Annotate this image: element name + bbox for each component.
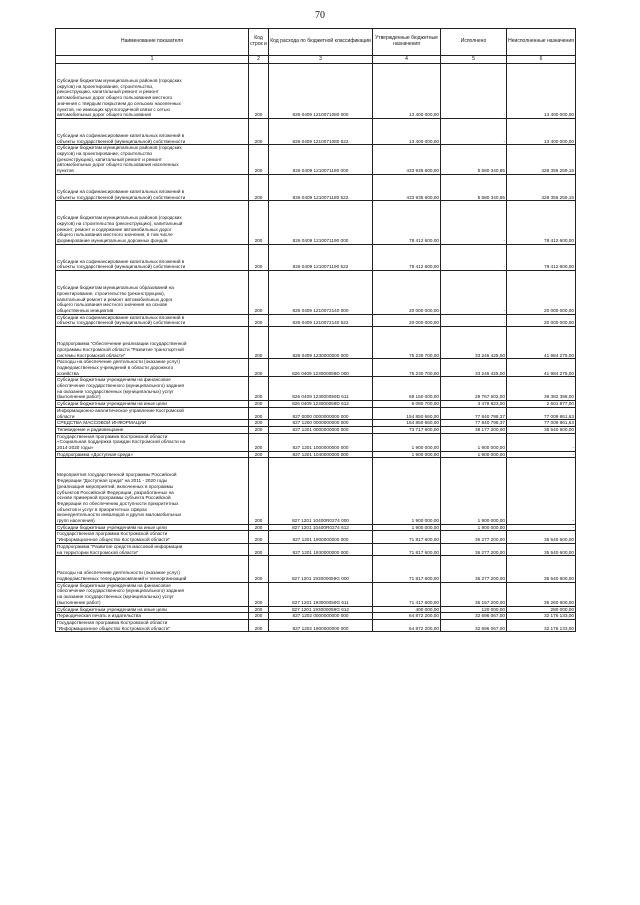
table-row [56,451,576,458]
page-number: 70 [315,10,325,21]
executed-amount-cell: 36 277 200,00 [441,531,507,543]
budget-code-cell: 826 0409 1210071080 522 [269,118,373,144]
table-row [56,458,576,524]
approved-amount-cell: 73 717 600,00 [373,426,441,433]
approved-amount-cell: 154 850 660,00 [373,420,441,427]
budget-code-cell: 826 0409 123000059D 611 [269,377,373,401]
approved-amount-cell: 78 412 600,00 [373,244,441,270]
table-row [56,64,576,119]
executed-amount-cell: 33 246 425,00 [441,327,507,359]
header-line-code: Код строк и [249,29,269,56]
unexecuted-amount-cell: - [507,433,576,451]
line-code-cell: 200 [249,118,269,144]
column-number: 6 [507,56,576,64]
executed-amount-cell: 36 277 200,00 [441,556,507,582]
column-number: 2 [249,56,269,64]
executed-amount-cell: 77 840 798,37 [441,420,507,427]
approved-amount-cell: 75 230 700,00 [373,359,441,377]
column-number: 5 [441,56,507,64]
unexecuted-amount-cell: 20 000 000,00 [507,271,576,315]
line-code-cell: 200 [249,556,269,582]
executed-amount-cell: 1 900 000,00 [441,451,507,458]
approved-amount-cell: 71 817 600,00 [373,556,441,582]
table-row [56,420,576,427]
indicator-name-cell: Подпрограмма "Развитие средств массовой информации на территории Костромской области" [56,543,249,555]
unexecuted-amount-cell: - [507,451,576,458]
unexecuted-amount-cell: - [507,524,576,531]
budget-code-cell: 827 1201 0000000000 000 [269,426,373,433]
approved-amount-cell: 154 850 660,00 [373,407,441,419]
budget-code-cell: 827 1202 1900000000 000 [269,619,373,631]
indicator-name-cell: СРЕДСТВА МАССОВОЙ ИНФОРМАЦИИ [56,420,249,427]
approved-amount-cell: 71 817 600,00 [373,543,441,555]
line-code-cell: 200 [249,314,269,326]
unexecuted-amount-cell: - [507,458,576,524]
approved-amount-cell: 13 400 000,00 [373,118,441,144]
unexecuted-amount-cell: 428 355 259,15 [507,174,576,200]
table-row [56,327,576,359]
indicator-name-cell: Субсидии бюджетным учреждениям на иные цели [56,524,249,531]
line-code-cell: 200 [249,271,269,315]
budget-code-cell: 827 1201 193000059G 611 [269,582,373,606]
indicator-name-cell: Субсидии бюджетным учреждениям на финансовое обеспечение государственного (муниципального) задания на оказание государственных (муниципальных) услуг (выполнение работ) [56,377,249,401]
indicator-name-cell: Субсидии на софинансирование капитальных вложений в объекты государственной (муниципальной) собственности [56,174,249,200]
line-code-cell: 200 [249,407,269,419]
header-row [56,29,576,56]
line-code-cell: 200 [249,458,269,524]
budget-code-cell: 827 1201 1900000000 000 [269,531,373,543]
budget-code-cell: 826 0409 1210071180 000 [269,145,373,175]
indicator-name-cell: Субсидии на софинансирование капитальных вложений в объекты государственной (муниципальной) собственности [56,244,249,270]
table-row [56,531,576,543]
unexecuted-amount-cell: 78 412 600,00 [507,244,576,270]
approved-amount-cell: 20 000 000,00 [373,314,441,326]
unexecuted-amount-cell: 41 984 275,00 [507,359,576,377]
table-row [56,524,576,531]
table-row [56,582,576,606]
executed-amount-cell: 32 696 067,00 [441,613,507,620]
approved-amount-cell: 1 900 000,00 [373,451,441,458]
unexecuted-amount-cell: 39 382 398,00 [507,377,576,401]
unexecuted-amount-cell: 41 984 275,00 [507,327,576,359]
line-code-cell: 200 [249,145,269,175]
indicator-name-cell: Подпрограмма "Обеспечение реализации государственной программы Костромской области "Развитие транспортной системы Костромской области" [56,327,249,359]
column-number-row [56,56,576,64]
budget-code-cell: 827 1201 1930000000 000 [269,543,373,555]
indicator-name-cell: Расходы на обеспечение деятельности (оказание услуг) подведомственных телерадиокомпаний и телеорганизаций [56,556,249,582]
executed-amount-cell: - [441,314,507,326]
budget-code-cell: 827 1200 0000000000 000 [269,420,373,427]
executed-amount-cell: 1 900 000,00 [441,524,507,531]
table-row [56,613,576,620]
approved-amount-cell: 433 935 600,00 [373,174,441,200]
line-code-cell: 200 [249,420,269,427]
header-approved: Утвержденные бюджетные назначения [373,29,441,56]
budget-code-cell: 826 0409 1210072140 000 [269,271,373,315]
executed-amount-cell: 5 580 340,85 [441,174,507,200]
executed-amount-cell: 1 900 000,00 [441,458,507,524]
table-row [56,314,576,326]
executed-amount-cell: 33 246 425,00 [441,359,507,377]
unexecuted-amount-cell: 35 540 600,00 [507,426,576,433]
approved-amount-cell: 71 417 600,00 [373,582,441,606]
unexecuted-amount-cell: 20 000 000,00 [507,314,576,326]
table-row [56,271,576,315]
indicator-name-cell: Расходы на обеспечение деятельности (оказание услуг) подведомственных учреждений в области дорожного хозяйства [56,359,249,377]
approved-amount-cell: 78 412 600,00 [373,201,441,245]
indicator-name-cell: Субсидии бюджетным учреждениям на иные цели [56,401,249,408]
indicator-name-cell: Государственная программа Костромской области «Социальная поддержка граждан Костромской области на 2014-2020 годы» [56,433,249,451]
line-code-cell: 200 [249,582,269,606]
budget-code-cell: 827 0000 0000000000 000 [269,407,373,419]
line-code-cell: 200 [249,613,269,620]
table-row [56,201,576,245]
approved-amount-cell: 433 935 600,00 [373,145,441,175]
table-row [56,118,576,144]
indicator-name-cell: Субсидии бюджетам муниципальных образований на проектирование, строительство (реконструкцию), капитальный ремонт и ремонт автомобильных дорог общего пользования местного значения на основе общественных инициатив [56,271,249,315]
executed-amount-cell: - [441,64,507,119]
line-code-cell: 200 [249,64,269,119]
budget-execution-table [55,28,576,632]
line-code-cell: 200 [249,327,269,359]
indicator-name-cell: Субсидии бюджетным учреждениям на финансовое обеспечение государственного (муниципального) задания на оказание государственных (муниципальных) услуг (выполнение работ) [56,582,249,606]
approved-amount-cell: 1 900 000,00 [373,524,441,531]
budget-code-cell: 826 0409 1210071080 000 [269,64,373,119]
executed-amount-cell: - [441,271,507,315]
executed-amount-cell: - [441,201,507,245]
unexecuted-amount-cell: 32 176 133,00 [507,619,576,631]
table-body [56,64,576,632]
executed-amount-cell: 1 900 000,00 [441,433,507,451]
indicator-name-cell: Субсидии на софинансирование капитальных вложений в объекты государственной (муниципальной) собственности [56,118,249,144]
unexecuted-amount-cell: 77 009 861,63 [507,420,576,427]
line-code-cell: 200 [249,401,269,408]
header-budget-classification-code: Код расхода по бюджетной классификации [269,29,373,56]
line-code-cell: 200 [249,524,269,531]
header-executed: Исполнено [441,29,507,56]
table-row [56,556,576,582]
indicator-name-cell: Информационно-аналитическое управление Костромской области [56,407,249,419]
indicator-name-cell: Периодическая печать и издательства [56,613,249,620]
unexecuted-amount-cell: 13 400 000,00 [507,118,576,144]
line-code-cell: 200 [249,606,269,613]
indicator-name-cell: Субсидии на софинансирование капитальных вложений в объекты государственной (муниципальной) собственности [56,314,249,326]
table-row [56,606,576,613]
budget-code-cell: 827 1201 1040000000 000 [269,451,373,458]
budget-code-cell: 826 0409 1210071190 522 [269,244,373,270]
budget-code-cell: 826 0409 123000059D 612 [269,401,373,408]
executed-amount-cell: 29 767 602,00 [441,377,507,401]
table-row [56,426,576,433]
approved-amount-cell: 400 000,00 [373,606,441,613]
table-row [56,433,576,451]
executed-amount-cell: 36 277 200,00 [441,543,507,555]
indicator-name-cell: Подпрограмма «Доступная среда» [56,451,249,458]
executed-amount-cell: 3 478 823,00 [441,401,507,408]
column-number: 3 [269,56,373,64]
budget-code-cell: 827 1201 10400R0274 000 [269,458,373,524]
approved-amount-cell: 69 150 000,00 [373,377,441,401]
indicator-name-cell: Субсидии бюджетам муниципальных районов (городских округов) на проектирование, строительство, реконструкцию, капитальный ремонт и ремонт автомобильных дорог общего пользования местного значения с твердым покрытием до сельских населенных пунктов, не имеющих круглогодичной связи с сетью автомобильных дорог общего пользования [56,64,249,119]
table-row [56,407,576,419]
line-code-cell: 200 [249,451,269,458]
budget-code-cell: 827 1201 1000000000 000 [269,433,373,451]
table-row [56,174,576,200]
unexecuted-amount-cell: 35 540 600,00 [507,543,576,555]
unexecuted-amount-cell: 35 540 600,00 [507,556,576,582]
line-code-cell: 200 [249,377,269,401]
line-code-cell: 200 [249,433,269,451]
budget-code-cell: 826 0409 1210071190 000 [269,201,373,245]
indicator-name-cell: Мероприятия государственной программы Российской Федерации "Доступная среда" на 2011 - 2020 годы (реализация мероприятий, включенных в программы субъектов Российской Федерации, разработанных на основе примерной программы субъекта Российской Федерации по обеспечению доступности приоритетных объектов и услуг в приоритетных сферах жизнедеятельности инвалидов и других маломобильных групп населения) [56,458,249,524]
table-row [56,145,576,175]
unexecuted-amount-cell: 35 260 600,00 [507,582,576,606]
line-code-cell: 200 [249,543,269,555]
executed-amount-cell: 36 157 200,00 [441,582,507,606]
executed-amount-cell: - [441,118,507,144]
column-number: 4 [373,56,441,64]
line-code-cell: 200 [249,359,269,377]
unexecuted-amount-cell: 35 540 600,00 [507,531,576,543]
line-code-cell: 200 [249,531,269,543]
line-code-cell: 200 [249,174,269,200]
unexecuted-amount-cell: 428 355 259,15 [507,145,576,175]
approved-amount-cell: 64 872 200,00 [373,613,441,620]
line-code-cell: 200 [249,619,269,631]
line-code-cell: 200 [249,426,269,433]
unexecuted-amount-cell: 13 400 000,00 [507,64,576,119]
indicator-name-cell: Субсидии бюджетам муниципальных районов (городских округов) на проектирование, строительство (реконструкцию), капитальный ремонт и ремонт автомобильных дорог общего пользования населенных пунктов [56,145,249,175]
approved-amount-cell: 1 900 000,00 [373,433,441,451]
approved-amount-cell: 75 230 700,00 [373,327,441,359]
budget-code-cell: 826 0409 1230000000 000 [269,327,373,359]
unexecuted-amount-cell: 77 009 861,63 [507,407,576,419]
budget-code-cell: 827 1202 0000000000 000 [269,613,373,620]
executed-amount-cell: 77 840 798,37 [441,407,507,419]
column-number: 1 [56,56,249,64]
budget-code-cell: 827 1201 193000059G 612 [269,606,373,613]
budget-code-cell: 826 0409 1210072140 522 [269,314,373,326]
unexecuted-amount-cell: 280 000,00 [507,606,576,613]
executed-amount-cell: 120 000,00 [441,606,507,613]
line-code-cell: 200 [249,201,269,245]
table-row [56,359,576,377]
table-row [56,401,576,408]
executed-amount-cell: 32 696 067,00 [441,619,507,631]
table-row [56,377,576,401]
indicator-name-cell: Государственная программа Костромской области "Информационное общество Костромской области" [56,619,249,631]
unexecuted-amount-cell: 78 412 600,00 [507,201,576,245]
budget-code-cell: 827 1201 193000059G 000 [269,556,373,582]
approved-amount-cell: 13 400 000,00 [373,64,441,119]
approved-amount-cell: 20 000 000,00 [373,271,441,315]
indicator-name-cell: Субсидии бюджетам муниципальных районов (городских округов) на строительство (реконструкцию), капитальный ремонт, ремонт и содержание автомобильных дорог общего пользования местного значения, в том числе формирование муниципальных дорожных фондов [56,201,249,245]
table-row [56,619,576,631]
unexecuted-amount-cell: 2 601 877,00 [507,401,576,408]
indicator-name-cell: Телевидение и радиовещание [56,426,249,433]
executed-amount-cell: 5 580 340,85 [441,145,507,175]
indicator-name-cell: Государственная программа Костромской области "Информационное общество Костромской области" [56,531,249,543]
header-unexecuted: Неисполненные назначения [507,29,576,56]
approved-amount-cell: 1 900 000,00 [373,458,441,524]
approved-amount-cell: 6 080 700,00 [373,401,441,408]
budget-code-cell: 827 1201 10400R0274 612 [269,524,373,531]
indicator-name-cell: Субсидии бюджетным учреждениям на иные цели [56,606,249,613]
executed-amount-cell: - [441,244,507,270]
table-row [56,244,576,270]
table-row [56,543,576,555]
budget-code-cell: 826 0409 123000059D 000 [269,359,373,377]
header-indicator-name: Наименование показателя [56,29,249,56]
approved-amount-cell: 64 872 200,00 [373,619,441,631]
line-code-cell: 200 [249,244,269,270]
unexecuted-amount-cell: 32 176 133,00 [507,613,576,620]
executed-amount-cell: 38 177 200,00 [441,426,507,433]
budget-code-cell: 826 0409 1210071180 522 [269,174,373,200]
approved-amount-cell: 71 817 600,00 [373,531,441,543]
